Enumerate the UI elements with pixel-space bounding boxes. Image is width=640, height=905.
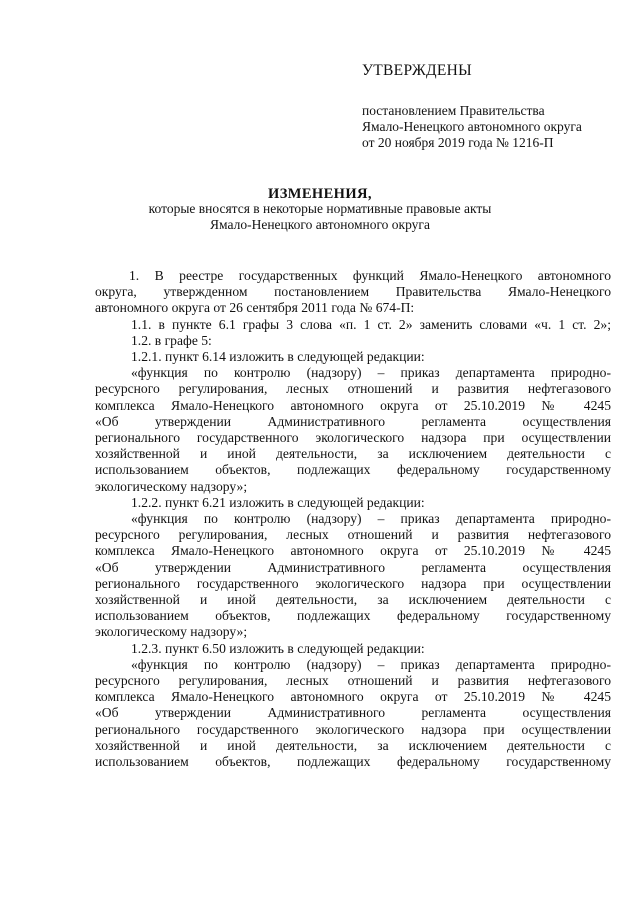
body-line: «Об утверждении Административного регламента осуществления bbox=[95, 413, 611, 429]
body-line: 1.2. в графе 5: bbox=[131, 332, 212, 348]
body-line: хозяйственной и иной деятельности, за исключением деятельности с bbox=[95, 446, 611, 462]
body-line: регионального государственного экологического надзора при осуществлении bbox=[95, 721, 611, 737]
body-line: 1.2.3. пункт 6.50 изложить в следующей редакции: bbox=[131, 640, 425, 656]
body-line: экологическому надзору»; bbox=[95, 624, 248, 640]
body-line: использованием объектов, подлежащих федеральному государственному bbox=[95, 754, 611, 770]
document-title: ИЗМЕНЕНИЯ, bbox=[268, 186, 372, 202]
body-line: ресурсного регулирования, лесных отношений и развития нефтегазового bbox=[95, 381, 611, 397]
body-line: «Об утверждении Административного регламента осуществления bbox=[95, 705, 611, 721]
body-line: экологическому надзору»; bbox=[95, 478, 248, 494]
subtitle-line: Ямало-Ненецкого автономного округа bbox=[210, 217, 430, 232]
approval-line: постановлением Правительства bbox=[362, 103, 545, 118]
approval-title: УТВЕРЖДЕНЫ bbox=[362, 62, 472, 79]
body-line: 1.2.2. пункт 6.21 изложить в следующей редакции: bbox=[131, 494, 425, 510]
body-line: 1.2.1. пункт 6.14 изложить в следующей редакции: bbox=[131, 349, 425, 365]
body-line: регионального государственного экологического надзора при осуществлении bbox=[95, 430, 611, 446]
body-line: использованием объектов, подлежащих федеральному государственному bbox=[95, 608, 611, 624]
document-body bbox=[95, 268, 611, 770]
body-line: комплекса Ямало-Ненецкого автономного округа от 25.10.2019 № 4245 bbox=[95, 689, 611, 705]
body-line: 1. В реестре государственных функций Ямало-Ненецкого автономного bbox=[129, 268, 611, 283]
body-line: автономного округа от 26 сентября 2011 года № 674-П: bbox=[95, 300, 415, 316]
body-line: ресурсного регулирования, лесных отношений и развития нефтегазового bbox=[95, 673, 611, 689]
body-line: хозяйственной и иной деятельности, за исключением деятельности с bbox=[95, 737, 611, 753]
body-line: «функция по контролю (надзору) – приказ департамента природно- bbox=[131, 511, 611, 527]
body-line: хозяйственной и иной деятельности, за исключением деятельности с bbox=[95, 592, 611, 608]
body-line: «функция по контролю (надзору) – приказ департамента природно- bbox=[131, 365, 611, 381]
body-line: регионального государственного экологического надзора при осуществлении bbox=[95, 575, 611, 591]
document-subtitle bbox=[0, 201, 640, 233]
approval-line: от 20 ноября 2019 года № 1216-П bbox=[362, 135, 554, 150]
body-line: «Об утверждении Административного регламента осуществления bbox=[95, 559, 611, 575]
body-line: 1.1. в пункте 6.1 графы 3 слова «п. 1 ст. 2» заменить словами «ч. 1 ст. 2»; bbox=[131, 316, 611, 332]
approval-line: Ямало-Ненецкого автономного округа bbox=[362, 119, 582, 134]
body-line: использованием объектов, подлежащих федеральному государственному bbox=[95, 462, 611, 478]
body-line: комплекса Ямало-Ненецкого автономного округа от 25.10.2019 № 4245 bbox=[95, 397, 611, 413]
body-line: округа, утвержденном постановлением Правительства Ямало-Ненецкого bbox=[95, 284, 611, 300]
approval-block bbox=[362, 103, 582, 151]
body-line: «функция по контролю (надзору) – приказ департамента природно- bbox=[131, 656, 611, 672]
body-line: комплекса Ямало-Ненецкого автономного округа от 25.10.2019 № 4245 bbox=[95, 543, 611, 559]
body-line: ресурсного регулирования, лесных отношений и развития нефтегазового bbox=[95, 527, 611, 543]
subtitle-line: которые вносятся в некоторые нормативные правовые акты bbox=[148, 201, 492, 216]
